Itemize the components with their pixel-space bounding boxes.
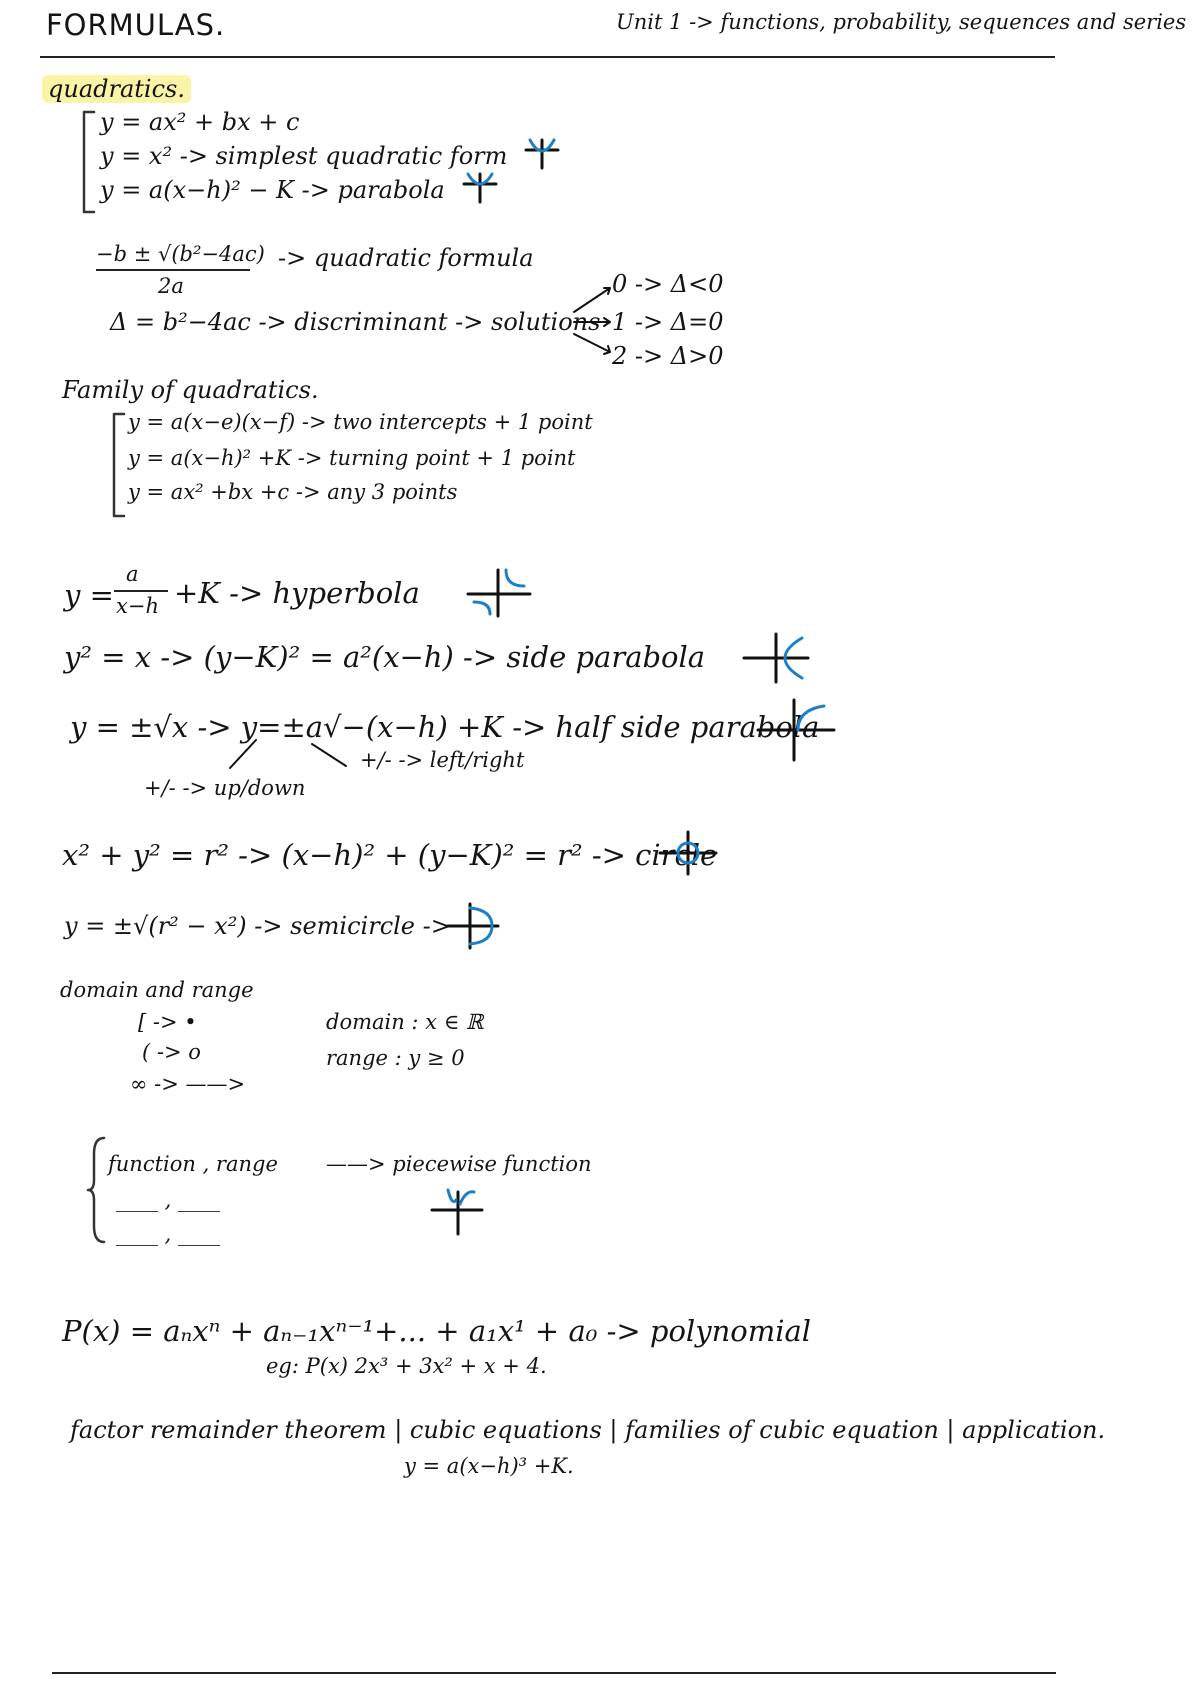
half-side-parabola-equation: y = ±√x -> y=±a√−(x−h) +K -> half side parabola — [70, 710, 820, 744]
formula-fraction-bar — [96, 269, 250, 271]
solutions-arrows — [570, 282, 614, 358]
semicircle-equation: y = ±√(r² − x²) -> semicircle -> — [64, 912, 451, 940]
domain-range-heading: domain and range — [60, 978, 254, 1002]
hyperbola-numerator: a — [126, 562, 139, 586]
notation-infinity: ∞ -> ——> — [130, 1072, 246, 1096]
solution-two: 2 -> Δ>0 — [612, 342, 724, 370]
hyperbola-lhs: y = — [64, 578, 114, 612]
piecewise-blank-row-2: ____ , ____ — [116, 1222, 221, 1246]
quadratic-form-simplest: y = x² -> simplest quadratic form — [100, 142, 508, 170]
family-heading: Family of quadratics. — [62, 376, 319, 404]
semicircle-icon — [444, 900, 502, 952]
formula-denominator: 2a — [158, 274, 184, 298]
family-item-turning-point: y = a(x−h)² +K -> turning point + 1 point — [128, 446, 576, 470]
polynomial-example: eg: P(x) 2x³ + 3x² + x + 4. — [266, 1354, 547, 1378]
circle-equation: x² + y² = r² -> (x−h)² + (y−K)² = r² -> circle — [62, 838, 718, 872]
header-divider — [40, 56, 1055, 58]
half-side-parabola-icon — [754, 696, 838, 764]
side-parabola-icon — [740, 630, 812, 686]
hyperbola-rhs: +K -> hyperbola — [174, 576, 420, 610]
quadratics-bracket — [80, 108, 100, 218]
notation-open: ( -> o — [142, 1040, 201, 1064]
quadratic-formula-label: -> quadratic formula — [278, 244, 534, 272]
solution-one: 1 -> Δ=0 — [612, 308, 724, 336]
quadratic-form-general: y = ax² + bx + c — [100, 108, 300, 136]
hyperbola-icon — [464, 566, 534, 618]
formula-numerator: −b ± √(b²−4ac) — [96, 242, 265, 266]
hyperbola-fraction-bar — [114, 590, 168, 592]
left-right-note: +/- -> left/right — [360, 748, 525, 772]
polynomial-formula: P(x) = aₙxⁿ + aₙ₋₁xⁿ⁻¹+... + a₁x¹ + a₀ -> polynomial — [62, 1314, 812, 1348]
parabola-sketch-icon — [522, 136, 562, 170]
family-bracket — [110, 410, 130, 520]
cubic-topics: factor remainder theorem | cubic equations | families of cubic equation | application. — [70, 1416, 1106, 1444]
circle-icon — [656, 828, 720, 878]
annotation-pointer-lines — [226, 736, 356, 772]
hyperbola-denominator: x−h — [116, 594, 159, 618]
cubic-form: y = a(x−h)³ +K. — [404, 1454, 574, 1478]
piecewise-brace — [86, 1134, 110, 1246]
solution-zero: 0 -> Δ<0 — [612, 270, 724, 298]
quadratic-form-vertex: y = a(x−h)² − K -> parabola — [100, 176, 445, 204]
footer-divider — [52, 1672, 1056, 1674]
discriminant-line: Δ = b²−4ac -> discriminant -> solutions — [110, 308, 601, 336]
quadratics-heading: quadratics. — [42, 75, 191, 103]
piecewise-header-row: function , range — [108, 1152, 278, 1176]
side-parabola-equation: y² = x -> (y−K)² = a²(x−h) -> side parabola — [64, 640, 706, 674]
page-title: FORMULAS. — [46, 8, 226, 42]
domain-example: domain : x ∈ ℝ — [326, 1010, 484, 1034]
family-item-three-points: y = ax² +bx +c -> any 3 points — [128, 480, 458, 504]
family-item-intercepts: y = a(x−e)(x−f) -> two intercepts + 1 point — [128, 410, 593, 434]
unit-subtitle: Unit 1 -> functions, probability, sequences and series — [616, 10, 1187, 34]
piecewise-blank-row-1: ____ , ____ — [116, 1188, 221, 1212]
range-example: range : y ≥ 0 — [326, 1046, 465, 1070]
piecewise-icon — [428, 1186, 486, 1238]
parabola-shifted-icon — [460, 170, 500, 204]
notation-closed: [ -> • — [138, 1010, 197, 1034]
piecewise-label: ——> piecewise function — [326, 1152, 592, 1176]
up-down-note: +/- -> up/down — [144, 776, 306, 800]
